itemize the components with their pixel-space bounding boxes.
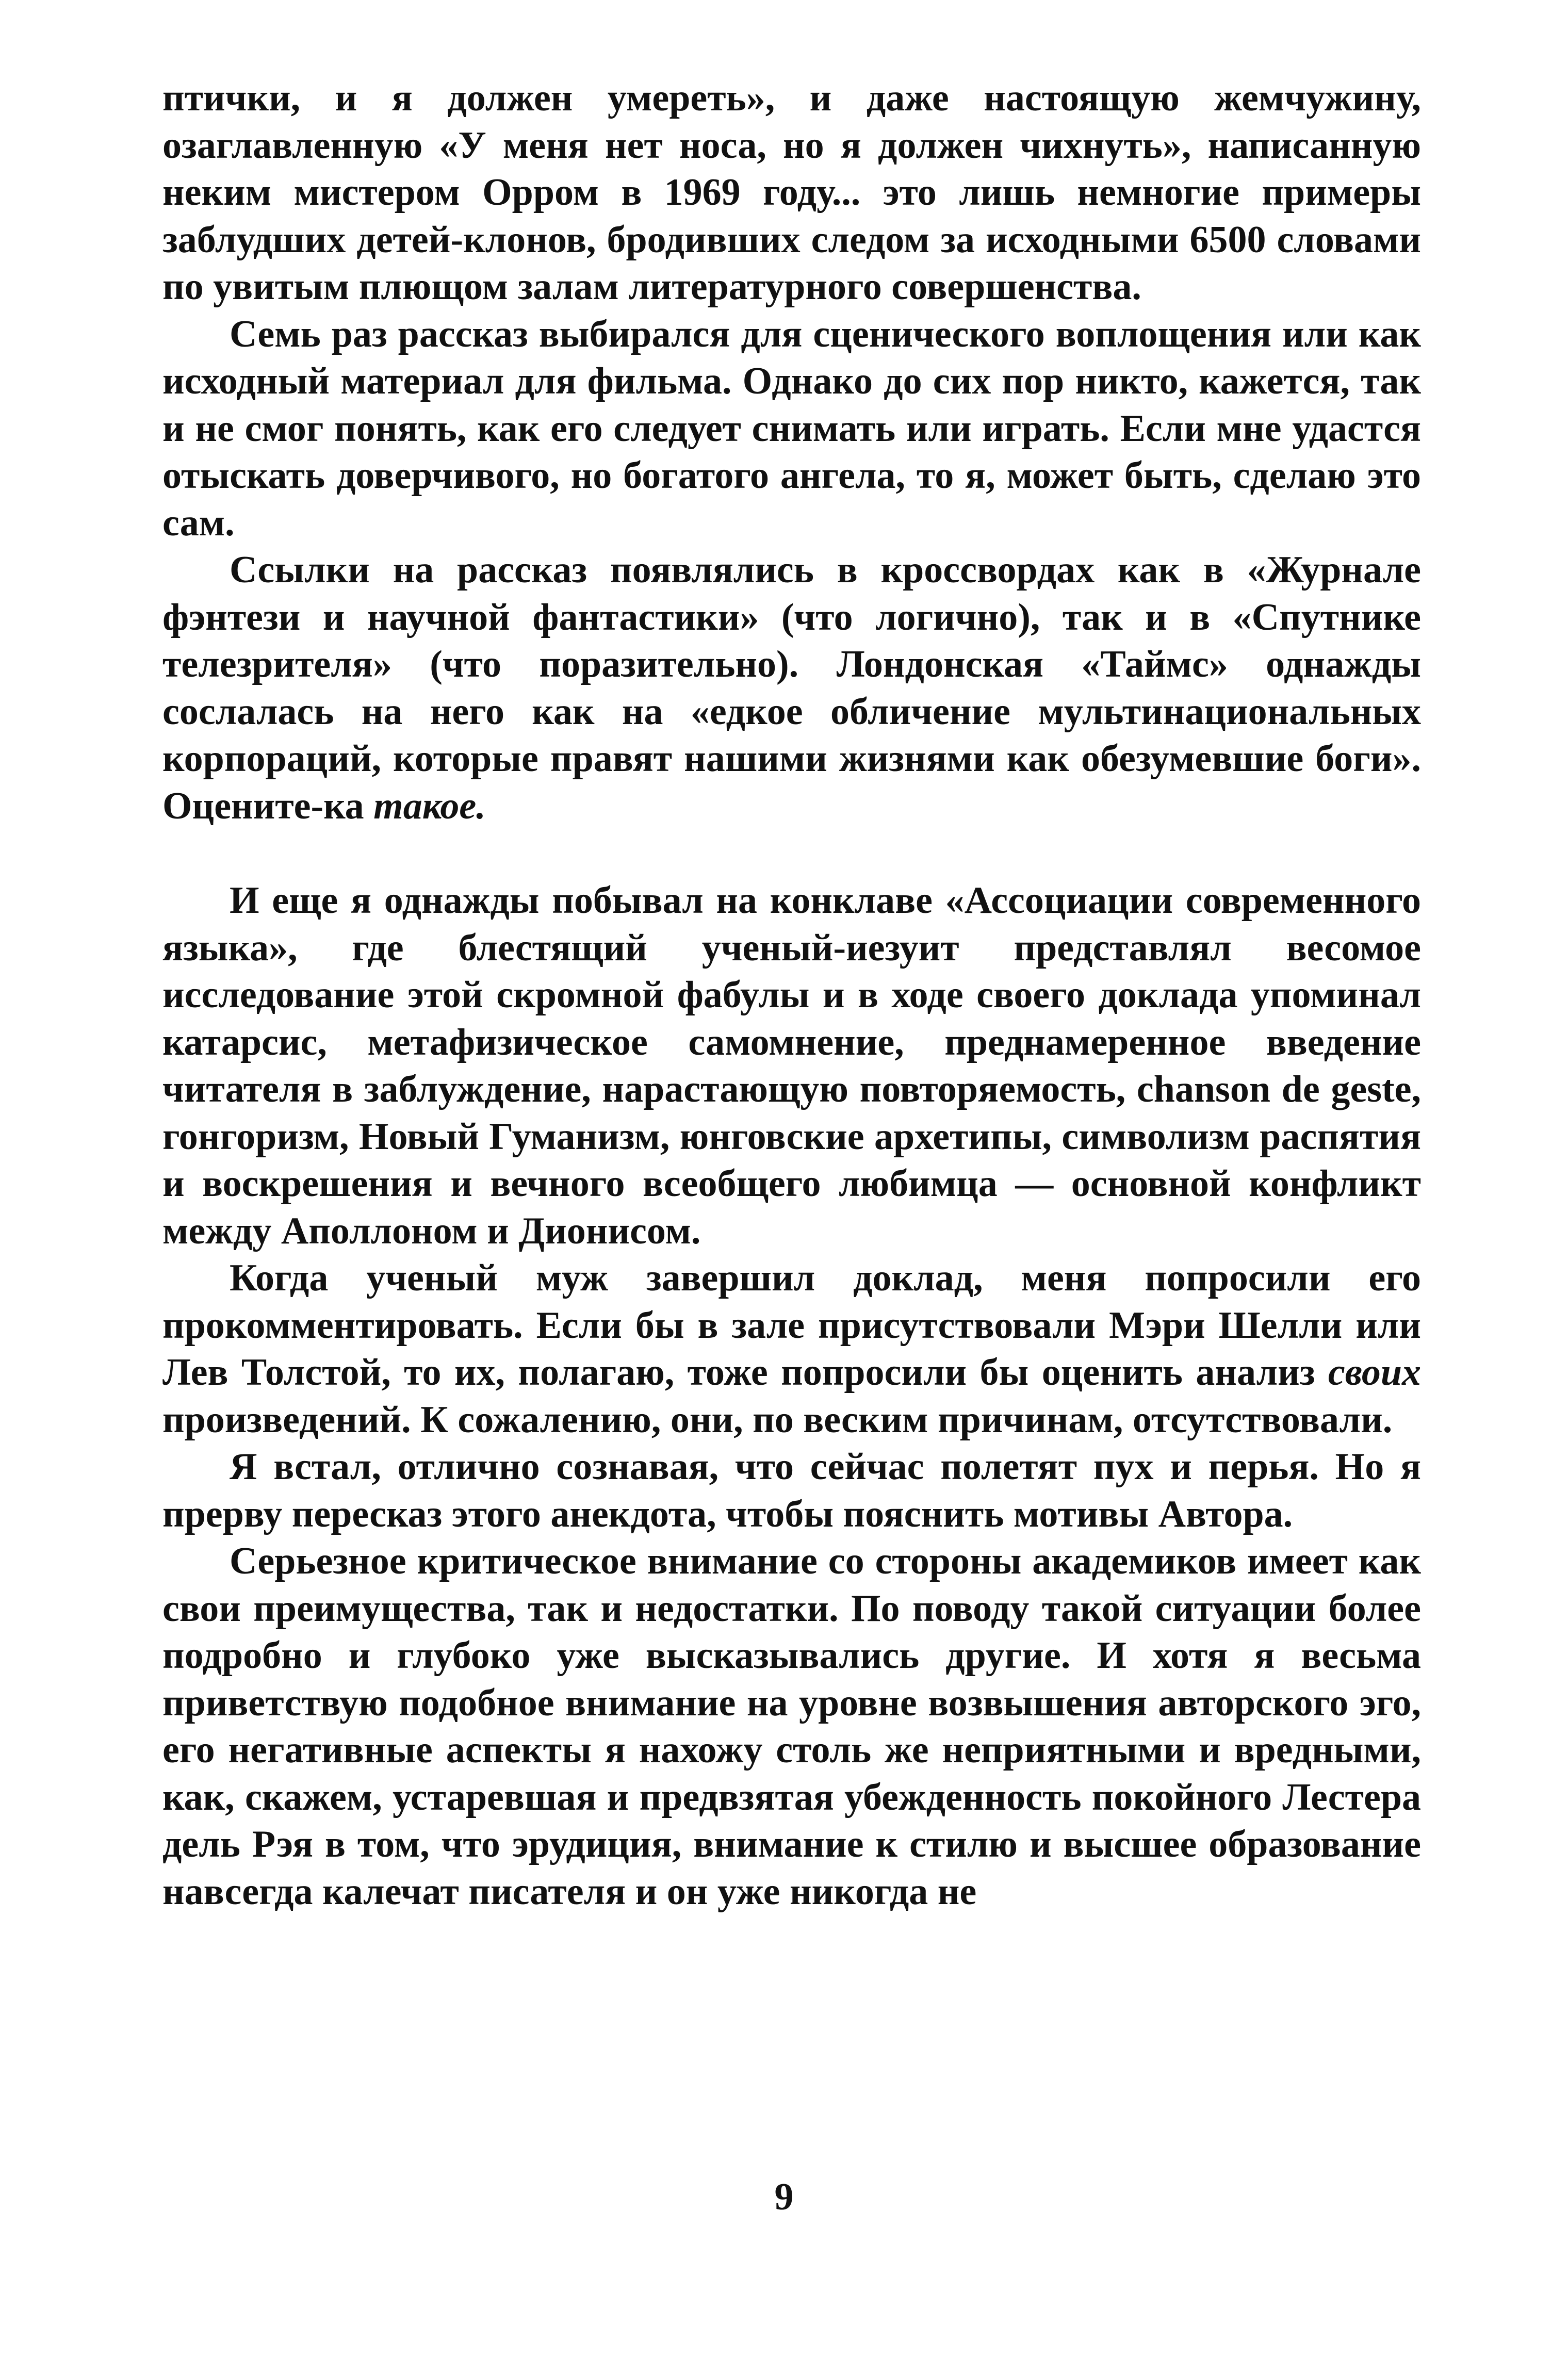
paragraph-3 (162, 547, 1421, 830)
paragraph-2 (162, 311, 1421, 547)
paragraph-2-text: Семь раз рассказ выбирался для сценического воплощения или как исходный материал для фильма. Однако до сих пор никто, кажется, так и не смог понять, как его следует снимать или играть. Если мне удастся отыскать доверчивого, но богатого ангела, то я, может быть, сделаю это сам. (162, 313, 1421, 544)
paragraph-5-italic: своих (1328, 1351, 1421, 1394)
paragraph-6-text: Я встал, отлично сознавая, что сейчас полетят пух и перья. Но я прерву пересказ этого анекдота, чтобы пояснить мотивы Автора. (162, 1446, 1421, 1535)
paragraph-4-text: И еще я однажды побывал на конклаве «Ассоциации современного языка», где блестящий ученый-иезуит представлял весомое исследование этой скромной фабулы и в ходе своего доклада упоминал катарсис, метафизическое самомнение, преднамеренное введение читателя в заблуждение, нарастающую повторяемость, chanson de geste, гонгоризм, Новый Гуманизм, юнговские архетипы, символизм распятия и воскрешения и вечного всеобщего любимца — основной конфликт между Аполлоном и Дионисом. (162, 879, 1421, 1252)
page-body (162, 75, 1421, 1915)
paragraph-1-text: птички, и я должен умереть», и даже настоящую жемчужину, озаглавленную «У меня нет носа, но я должен чихнуть», написанную неким мистером Орром в 1969 году... это лишь немногие примеры заблудших детей-клонов, бродивших следом за исходными 6500 словами по увитым плющом залам литературного совершенства. (162, 77, 1421, 308)
paragraph-7 (162, 1538, 1421, 1915)
paragraph-1 (162, 75, 1421, 311)
paragraph-5 (162, 1255, 1421, 1444)
section-break (162, 830, 1421, 877)
paragraph-4 (162, 877, 1421, 1255)
paragraph-6 (162, 1444, 1421, 1538)
paragraph-5-text-b: произведений. К сожалению, они, по веским причинам, отсутствовали. (162, 1398, 1393, 1441)
paragraph-3-text: Ссылки на рассказ появлялись в кроссвордах как в «Журнале фэнтези и научной фантастики» (что логично), так и в «Спутнике телезрителя» (что поразительно). Лондонская «Таймс» однажды сослалась на него как на «едкое обличение мультинациональных корпораций, которые правят нашими жизнями как обезумевшие боги». Оцените-ка (162, 549, 1421, 827)
paragraph-5-text-a: Когда ученый муж завершил доклад, меня попросили его прокомментировать. Если бы в зале присутствовали Мэри Шелли или Лев Толстой, то их, полагаю, тоже попросили бы оценить анализ (162, 1257, 1421, 1394)
paragraph-7-text: Серьезное критическое внимание со стороны академиков имеет как свои преимущества, так и недостатки. По поводу такой ситуации более подробно и глубоко уже высказывались другие. И хотя я весьма приветствую подобное внимание на уровне возвышения авторского эго, его негативные аспекты я нахожу столь же неприятными и вредными, как, скажем, устаревшая и предвзятая убежденность покойного Лестера дель Рэя в том, что эрудиция, внимание к стилю и высшее образование навсегда калечат писателя и он уже никогда не (162, 1540, 1421, 1913)
paragraph-3-italic: такое. (373, 784, 486, 827)
page-number: 9 (774, 2176, 794, 2218)
